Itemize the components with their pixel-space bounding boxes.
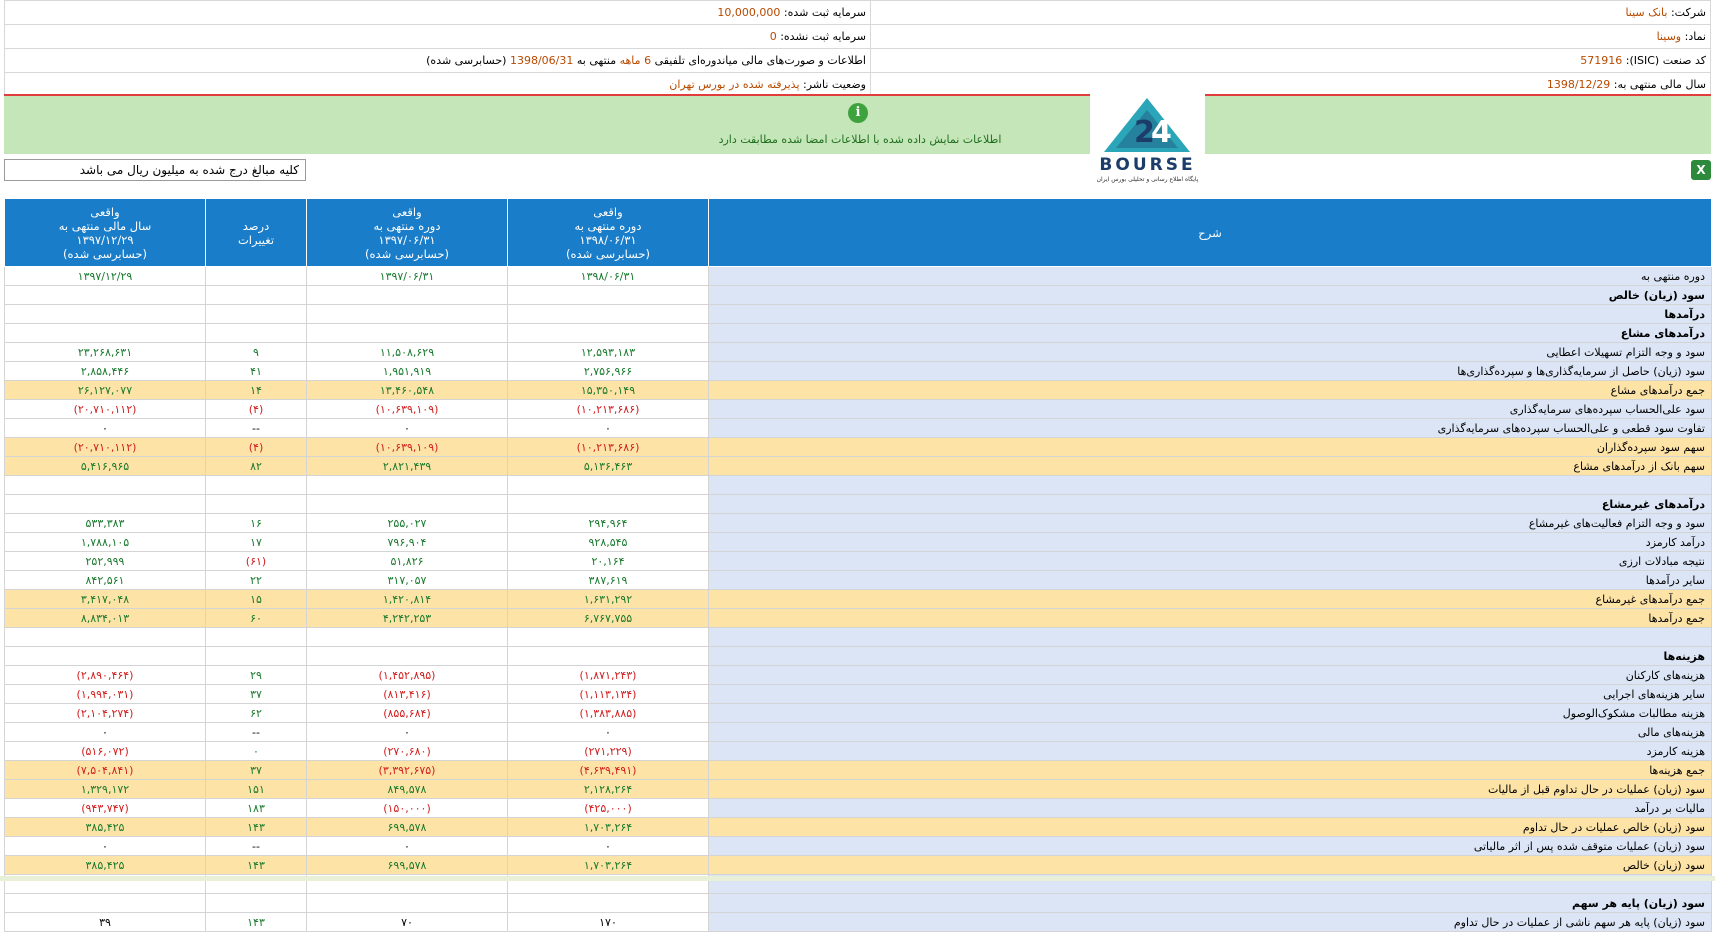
header-desc: شرح xyxy=(709,199,1712,267)
svg-text:4: 4 xyxy=(1151,115,1172,150)
row-value-c2 xyxy=(307,628,508,647)
row-description: تفاوت سود قطعی و علی‌الحساب سپرده‌های سرمایه‌گذاری xyxy=(709,419,1712,438)
table-row xyxy=(5,590,1712,609)
row-value-c2 xyxy=(307,305,508,324)
row-value-c2: ۴,۲۴۲,۲۵۳ xyxy=(307,609,508,628)
row-value-c3: ۱۵۱ xyxy=(206,780,307,799)
row-value-c3: -- xyxy=(206,723,307,742)
row-value-c1: ۱۵,۳۵۰,۱۴۹ xyxy=(508,381,709,400)
row-value-c3: ۰ xyxy=(206,742,307,761)
symbol-cell xyxy=(871,25,1711,49)
row-value-c4: ۲۵۲,۹۹۹ xyxy=(5,552,206,571)
row-value-c2: ۸۴۹,۵۷۸ xyxy=(307,780,508,799)
row-value-c4 xyxy=(5,894,206,913)
row-value-c4: ۳۸۵,۴۲۵ xyxy=(5,856,206,875)
row-value-c3: ۸۲ xyxy=(206,457,307,476)
header-col1: واقعی دوره منتهی به ۱۳۹۸/۰۶/۳۱ (حسابرسی شده) xyxy=(508,199,709,267)
row-value-c4: (۱,۹۹۴,۰۳۱) xyxy=(5,685,206,704)
row-description: درآمدهای غیرمشاع xyxy=(709,495,1712,514)
row-value-c3: ۱۴۳ xyxy=(206,913,307,932)
row-value-c1: ۱۳۹۸/۰۶/۳۱ xyxy=(508,267,709,286)
row-value-c4: ۳,۴۱۷,۰۴۸ xyxy=(5,590,206,609)
header-col2: واقعی دوره منتهی به ۱۳۹۷/۰۶/۳۱ (حسابرسی شده) xyxy=(307,199,508,267)
table-row xyxy=(5,343,1712,362)
table-row xyxy=(5,419,1712,438)
unregistered-capital-value: 0 xyxy=(769,30,777,43)
row-value-c3 xyxy=(206,324,307,343)
row-description: جمع درآمدهای مشاع xyxy=(709,381,1712,400)
svg-text:2: 2 xyxy=(1134,115,1155,150)
row-value-c2 xyxy=(307,324,508,343)
row-value-c1 xyxy=(508,647,709,666)
row-value-c1: (۱۰,۲۱۳,۶۸۶) xyxy=(508,400,709,419)
registered-capital-cell xyxy=(5,1,871,25)
row-value-c4: ۳۸۵,۴۲۵ xyxy=(5,818,206,837)
publisher-status-value: پذیرفته شده در بورس تهران xyxy=(669,78,800,91)
logo-word: BOURSE xyxy=(1099,155,1196,175)
table-row xyxy=(5,571,1712,590)
row-value-c2 xyxy=(307,894,508,913)
row-value-c2: ۷۰ xyxy=(307,913,508,932)
table-row xyxy=(5,457,1712,476)
row-value-c1: ۱۷۰ xyxy=(508,913,709,932)
row-value-c4: (۷,۵۰۴,۸۴۱) xyxy=(5,761,206,780)
report-date: 1398/06/31 xyxy=(509,54,574,67)
row-value-c2: ۵۱,۸۲۶ xyxy=(307,552,508,571)
table-row xyxy=(5,495,1712,514)
row-value-c1 xyxy=(508,495,709,514)
table-row xyxy=(5,324,1712,343)
isic-label: کد صنعت (ISIC): xyxy=(1625,54,1706,67)
row-value-c2: ۰ xyxy=(307,837,508,856)
row-value-c3: ۹ xyxy=(206,343,307,362)
table-row xyxy=(5,704,1712,723)
row-value-c2: ۰ xyxy=(307,419,508,438)
row-description: مالیات بر درآمد xyxy=(709,799,1712,818)
row-value-c1: ۶,۷۶۷,۷۵۵ xyxy=(508,609,709,628)
row-value-c3: (۴) xyxy=(206,400,307,419)
row-description: هزینه مطالبات مشکوک‌الوصول xyxy=(709,704,1712,723)
row-value-c1: ۱,۷۰۳,۲۶۴ xyxy=(508,818,709,837)
table-header-row xyxy=(5,199,1712,267)
registered-capital-value: 10,000,000 xyxy=(717,6,781,19)
row-value-c1: ۲,۱۲۸,۲۶۴ xyxy=(508,780,709,799)
isic-value: 571916 xyxy=(1580,54,1623,67)
unregistered-capital-cell xyxy=(5,25,871,49)
row-value-c1 xyxy=(508,894,709,913)
row-value-c1 xyxy=(508,628,709,647)
row-value-c4: (۹۴۳,۷۴۷) xyxy=(5,799,206,818)
row-value-c3 xyxy=(206,476,307,495)
row-value-c2: (۱,۴۵۲,۸۹۵) xyxy=(307,666,508,685)
row-value-c3: ۳۷ xyxy=(206,761,307,780)
financial-statement-table xyxy=(4,198,1712,932)
company-info-table xyxy=(4,0,1711,97)
row-description: هزینه کارمزد xyxy=(709,742,1712,761)
bottom-strip xyxy=(0,876,1715,881)
row-value-c1: (۲۷۱,۲۲۹) xyxy=(508,742,709,761)
row-description: هزینه‌های مالی xyxy=(709,723,1712,742)
row-value-c1 xyxy=(508,324,709,343)
row-value-c4: ۲۶,۱۲۷,۰۷۷ xyxy=(5,381,206,400)
row-value-c3: ۱۸۳ xyxy=(206,799,307,818)
table-row xyxy=(5,438,1712,457)
table-row xyxy=(5,742,1712,761)
table-row xyxy=(5,837,1712,856)
table-body xyxy=(5,267,1712,932)
row-value-c4: ۵۳۳,۳۸۳ xyxy=(5,514,206,533)
row-value-c2: ۷۹۶,۹۰۴ xyxy=(307,533,508,552)
logo-subtitle: پایگاه اطلاع رسانی و تحلیلی بورس ایران xyxy=(1096,176,1199,183)
row-value-c4: ۵,۴۱۶,۹۶۵ xyxy=(5,457,206,476)
row-value-c4: ۸۴۲,۵۶۱ xyxy=(5,571,206,590)
row-value-c1: ۱,۶۳۱,۲۹۲ xyxy=(508,590,709,609)
row-value-c4 xyxy=(5,286,206,305)
row-description: سود (زیان) حاصل از سرمایه‌گذاری‌ها و سپرده‌گذاری‌ها xyxy=(709,362,1712,381)
row-value-c2: ۱۳,۴۶۰,۵۴۸ xyxy=(307,381,508,400)
table-row xyxy=(5,780,1712,799)
row-value-c1: ۹۲۸,۵۴۵ xyxy=(508,533,709,552)
row-description: سود (زیان) خالص xyxy=(709,286,1712,305)
table-row xyxy=(5,381,1712,400)
fiscal-year-value: 1398/12/29 xyxy=(1546,78,1611,91)
row-description: سود و وجه التزام تسهیلات اعطایی xyxy=(709,343,1712,362)
row-value-c4: ۲۳,۲۶۸,۶۳۱ xyxy=(5,343,206,362)
row-value-c4 xyxy=(5,476,206,495)
row-value-c3: ۱۷ xyxy=(206,533,307,552)
row-value-c2: (۸۵۵,۶۸۴) xyxy=(307,704,508,723)
row-value-c2 xyxy=(307,495,508,514)
row-value-c4: (۲۰,۷۱۰,۱۱۲) xyxy=(5,400,206,419)
table-row xyxy=(5,666,1712,685)
symbol-label: نماد: xyxy=(1684,30,1706,43)
row-value-c2: ۱۳۹۷/۰۶/۳۱ xyxy=(307,267,508,286)
row-value-c1: (۴۲۵,۰۰۰) xyxy=(508,799,709,818)
row-value-c2: ۳۱۷,۰۵۷ xyxy=(307,571,508,590)
row-value-c1: (۱,۸۷۱,۲۴۳) xyxy=(508,666,709,685)
table-row xyxy=(5,647,1712,666)
table-row xyxy=(5,552,1712,571)
row-value-c2: (۳,۳۹۲,۶۷۵) xyxy=(307,761,508,780)
row-value-c1: (۱,۳۸۳,۸۸۵) xyxy=(508,704,709,723)
row-value-c3: ۲۲ xyxy=(206,571,307,590)
row-description: سهم بانک از درآمدهای مشاع xyxy=(709,457,1712,476)
row-value-c3: ۶۰ xyxy=(206,609,307,628)
table-row xyxy=(5,305,1712,324)
row-description: سود (زیان) عملیات متوقف شده پس از اثر مالیاتی xyxy=(709,837,1712,856)
row-value-c1: (۴,۶۳۹,۴۹۱) xyxy=(508,761,709,780)
publisher-status-label: وضعیت ناشر: xyxy=(803,78,866,91)
row-description: جمع هزینه‌ها xyxy=(709,761,1712,780)
row-value-c2: (۸۱۳,۴۱۶) xyxy=(307,685,508,704)
report-title-cell xyxy=(5,49,871,73)
row-value-c4: ۸,۸۳۴,۰۱۳ xyxy=(5,609,206,628)
row-value-c1 xyxy=(508,286,709,305)
amount-unit-note: کلیه مبالغ درج شده به میلیون ریال می باشد xyxy=(4,159,306,181)
report-suffix: (حسابرسی شده) xyxy=(426,54,507,67)
row-value-c3 xyxy=(206,647,307,666)
row-description: دوره منتهی به xyxy=(709,267,1712,286)
row-value-c4: ۳۹ xyxy=(5,913,206,932)
row-value-c3: ۱۶ xyxy=(206,514,307,533)
registered-capital-label: سرمایه ثبت شده: xyxy=(783,6,866,19)
fiscal-year-cell xyxy=(871,73,1711,97)
row-value-c2: (۲۷۰,۶۸۰) xyxy=(307,742,508,761)
row-value-c4: ۲,۸۵۸,۴۴۶ xyxy=(5,362,206,381)
row-description: سایر هزینه‌های اجرایی xyxy=(709,685,1712,704)
row-value-c1: ۲۹۴,۹۶۴ xyxy=(508,514,709,533)
row-value-c1: ۱۲,۵۹۳,۱۸۳ xyxy=(508,343,709,362)
row-value-c4: ۰ xyxy=(5,837,206,856)
row-description: سایر درآمدها xyxy=(709,571,1712,590)
row-value-c2 xyxy=(307,286,508,305)
row-description: درآمدهای مشاع xyxy=(709,324,1712,343)
row-value-c3 xyxy=(206,267,307,286)
row-description: سود (زیان) عملیات در حال تداوم قبل از مالیات xyxy=(709,780,1712,799)
table-row xyxy=(5,723,1712,742)
row-value-c3: ۴۱ xyxy=(206,362,307,381)
row-value-c4 xyxy=(5,628,206,647)
row-value-c3: ۳۷ xyxy=(206,685,307,704)
row-value-c1: ۰ xyxy=(508,837,709,856)
row-value-c4: ۱,۷۸۸,۱۰۵ xyxy=(5,533,206,552)
row-value-c1: ۰ xyxy=(508,419,709,438)
row-value-c1: (۱,۱۱۳,۱۳۴) xyxy=(508,685,709,704)
row-value-c2: ۲۵۵,۰۲۷ xyxy=(307,514,508,533)
row-value-c2: ۰ xyxy=(307,723,508,742)
row-value-c3: ۶۲ xyxy=(206,704,307,723)
row-value-c2: (۱۵۰,۰۰۰) xyxy=(307,799,508,818)
company-label: شرکت: xyxy=(1670,6,1706,19)
row-value-c3 xyxy=(206,894,307,913)
row-value-c3: ۱۴۳ xyxy=(206,818,307,837)
header-col3: درصد تغییرات xyxy=(206,199,307,267)
row-value-c4 xyxy=(5,647,206,666)
row-value-c4 xyxy=(5,324,206,343)
company-cell xyxy=(871,1,1711,25)
table-row xyxy=(5,894,1712,913)
report-mid: منتهی به xyxy=(576,54,617,67)
row-value-c3: ۱۴۳ xyxy=(206,856,307,875)
row-value-c3 xyxy=(206,628,307,647)
row-value-c4: (۵۱۶,۰۷۲) xyxy=(5,742,206,761)
row-description: درآمد کارمزد xyxy=(709,533,1712,552)
table-row xyxy=(5,913,1712,932)
logo-mark-icon xyxy=(1090,94,1205,158)
row-value-c3: (۶۱) xyxy=(206,552,307,571)
row-value-c2: (۱۰,۶۳۹,۱۰۹) xyxy=(307,438,508,457)
table-row xyxy=(5,761,1712,780)
row-value-c2 xyxy=(307,647,508,666)
row-value-c1: ۰ xyxy=(508,723,709,742)
row-value-c2: ۶۹۹,۵۷۸ xyxy=(307,856,508,875)
table-row xyxy=(5,818,1712,837)
row-value-c1: ۱,۷۰۳,۲۶۴ xyxy=(508,856,709,875)
row-value-c1: ۳۸۷,۶۱۹ xyxy=(508,571,709,590)
table-row xyxy=(5,685,1712,704)
row-value-c1: ۵,۱۳۶,۴۶۳ xyxy=(508,457,709,476)
table-row xyxy=(5,533,1712,552)
excel-export-icon[interactable]: X xyxy=(1691,160,1711,180)
row-value-c4: ۰ xyxy=(5,419,206,438)
row-value-c2: (۱۰,۶۳۹,۱۰۹) xyxy=(307,400,508,419)
symbol-value[interactable]: وسینا xyxy=(1656,30,1682,43)
row-description xyxy=(709,476,1712,495)
row-value-c4 xyxy=(5,305,206,324)
table-row xyxy=(5,628,1712,647)
row-value-c2: ۶۹۹,۵۷۸ xyxy=(307,818,508,837)
row-value-c1: ۲,۷۵۶,۹۶۶ xyxy=(508,362,709,381)
report-prefix: اطلاعات و صورت‌های مالی میاندوره‌ای تلفیقی xyxy=(654,54,866,67)
row-value-c3 xyxy=(206,305,307,324)
row-value-c2 xyxy=(307,476,508,495)
table-row xyxy=(5,799,1712,818)
table-row xyxy=(5,286,1712,305)
row-value-c4: (۲۰,۷۱۰,۱۱۲) xyxy=(5,438,206,457)
row-value-c1 xyxy=(508,476,709,495)
row-value-c1: ۲۰,۱۶۴ xyxy=(508,552,709,571)
unregistered-capital-label: سرمایه ثبت نشده: xyxy=(780,30,866,43)
isic-cell xyxy=(871,49,1711,73)
row-value-c3 xyxy=(206,495,307,514)
table-row xyxy=(5,514,1712,533)
table-row xyxy=(5,856,1712,875)
row-description: سود و وجه التزام فعالیت‌های غیرمشاع xyxy=(709,514,1712,533)
company-value[interactable]: بانک سینا xyxy=(1625,6,1668,19)
row-value-c4: (۲,۱۰۴,۲۷۴) xyxy=(5,704,206,723)
row-value-c2: ۱,۴۲۰,۸۱۴ xyxy=(307,590,508,609)
row-value-c4 xyxy=(5,495,206,514)
row-description: نتیجه مبادلات ارزی xyxy=(709,552,1712,571)
row-description: سود (زیان) خالص xyxy=(709,856,1712,875)
row-description: سهم سود سپرده‌گذاران xyxy=(709,438,1712,457)
report-period: 6 ماهه xyxy=(619,54,652,67)
row-description: هزینه‌های کارکنان xyxy=(709,666,1712,685)
row-value-c4: ۰ xyxy=(5,723,206,742)
info-icon: i xyxy=(848,103,868,123)
row-value-c3: -- xyxy=(206,419,307,438)
row-description: سود (زیان) خالص عملیات در حال تداوم xyxy=(709,818,1712,837)
row-value-c3: ۲۹ xyxy=(206,666,307,685)
row-value-c2: ۱,۹۵۱,۹۱۹ xyxy=(307,362,508,381)
row-value-c3: ۱۵ xyxy=(206,590,307,609)
row-value-c3: ۱۴ xyxy=(206,381,307,400)
header-col4: واقعی سال مالی منتهی به ۱۳۹۷/۱۲/۲۹ (حسابرسی شده) xyxy=(5,199,206,267)
row-description: سود علی‌الحساب سپرده‌های سرمایه‌گذاری xyxy=(709,400,1712,419)
row-description: سود (زیان) پایه هر سهم xyxy=(709,894,1712,913)
table-row xyxy=(5,362,1712,381)
table-row xyxy=(5,267,1712,286)
verification-message: اطلاعات نمایش داده شده با اطلاعات امضا شده مطابقت دارد xyxy=(718,133,1002,146)
row-value-c4: ۱,۳۲۹,۱۷۲ xyxy=(5,780,206,799)
row-description: سود (زیان) پایه هر سهم ناشی از عملیات در حال تداوم xyxy=(709,913,1712,932)
row-description xyxy=(709,628,1712,647)
row-description: جمع درآمدها xyxy=(709,609,1712,628)
row-value-c1: (۱۰,۲۱۳,۶۸۶) xyxy=(508,438,709,457)
table-row xyxy=(5,609,1712,628)
row-value-c4: ۱۳۹۷/۱۲/۲۹ xyxy=(5,267,206,286)
row-description: هزینه‌ها xyxy=(709,647,1712,666)
table-row xyxy=(5,400,1712,419)
row-description: درآمدها xyxy=(709,305,1712,324)
row-value-c1 xyxy=(508,305,709,324)
bourse-logo xyxy=(1090,92,1205,192)
row-value-c3: -- xyxy=(206,837,307,856)
fiscal-year-label: سال مالی منتهی به: xyxy=(1613,78,1706,91)
row-value-c3 xyxy=(206,286,307,305)
row-value-c2: ۱۱,۵۰۸,۶۲۹ xyxy=(307,343,508,362)
publisher-status-cell xyxy=(5,73,871,97)
row-value-c4: (۲,۸۹۰,۴۶۴) xyxy=(5,666,206,685)
row-value-c2: ۲,۸۲۱,۴۳۹ xyxy=(307,457,508,476)
table-row xyxy=(5,476,1712,495)
row-description: جمع درآمدهای غیرمشاع xyxy=(709,590,1712,609)
row-value-c3: (۴) xyxy=(206,438,307,457)
